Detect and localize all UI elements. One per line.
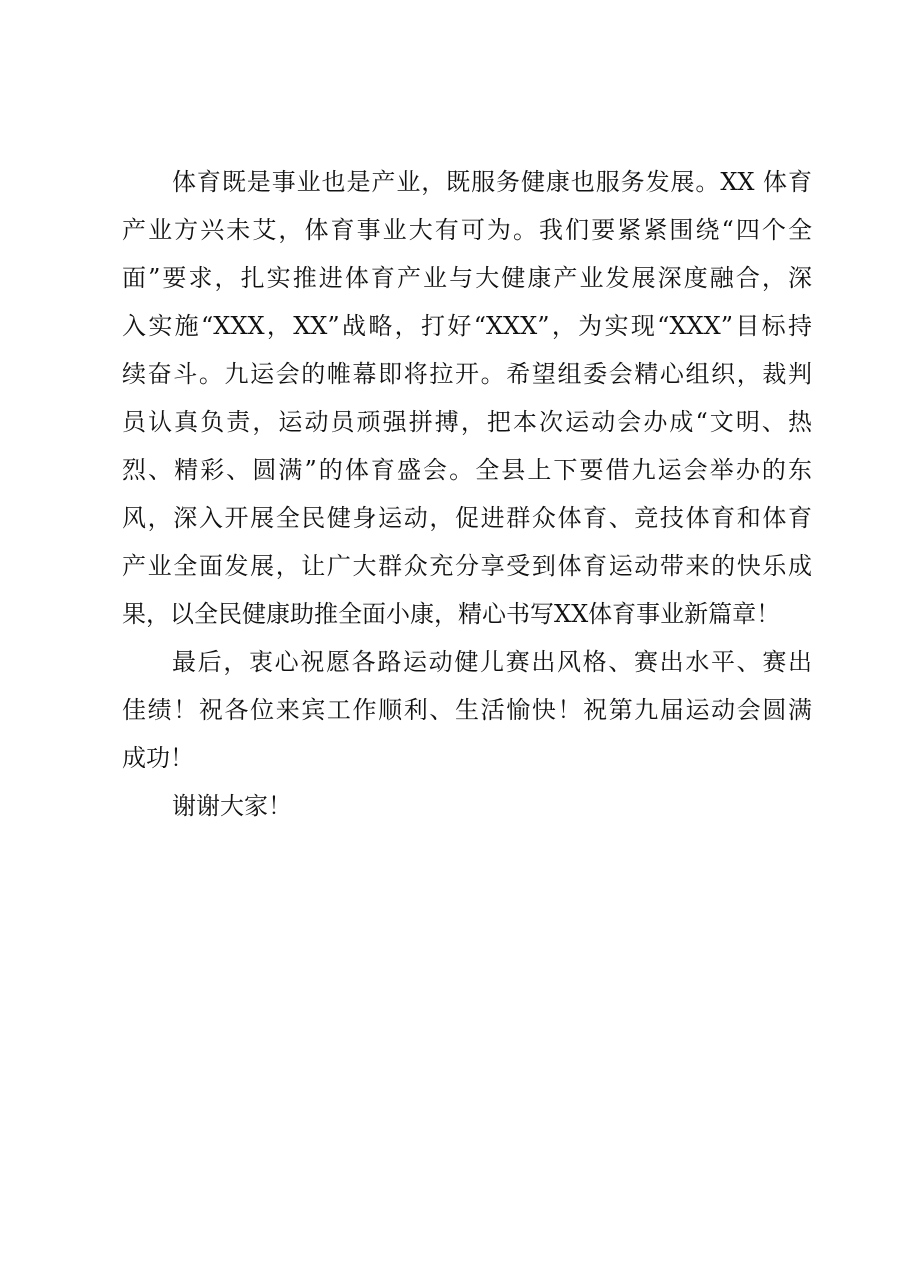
paragraph-thanks (122, 782, 812, 830)
text-line: 产业方兴未艾，体育事业大有可为。我们要紧紧围绕“四个全 (122, 216, 812, 244)
text-line: 产业全面发展，让广大群众充分享受到体育运动带来的快乐成 (122, 552, 812, 580)
text-line: 烈、精彩、圆满”的体育盛会。全县上下要借九运会举办的东 (122, 456, 812, 484)
text-line: 谢谢大家！ (172, 792, 292, 820)
text-line: 员认真负责，运动员顽强拼搏，把本次运动会办成“文明、热 (122, 408, 812, 436)
text-line: 面”要求，扎实推进体育产业与大健康产业发展深度融合，深 (122, 264, 812, 292)
text-line: 入实施“XXX，XX”战略，打好“XXX”，为实现“XXX”目标持 (122, 312, 812, 340)
text-line: 风，深入开展全民健身运动，促进群众体育、竞技体育和体育 (122, 504, 812, 532)
text-line: 佳绩！祝各位来宾工作顺利、生活愉快！祝第九届运动会圆满 (122, 696, 812, 724)
text-line: 最后，衷心祝愿各路运动健儿赛出风格、赛出水平、赛出 (172, 648, 812, 676)
text-line: 体育既是事业也是产业，既服务健康也服务发展。XX 体育 (172, 168, 812, 196)
document-body (122, 158, 812, 830)
paragraph-closing-wishes (122, 638, 812, 782)
paragraph-sports-industry (122, 158, 812, 638)
text-line: 成功！ (122, 744, 194, 772)
text-line: 果，以全民健康助推全面小康，精心书写XX体育事业新篇章！ (122, 600, 781, 628)
text-line: 续奋斗。九运会的帷幕即将拉开。希望组委会精心组织，裁判 (122, 360, 812, 388)
